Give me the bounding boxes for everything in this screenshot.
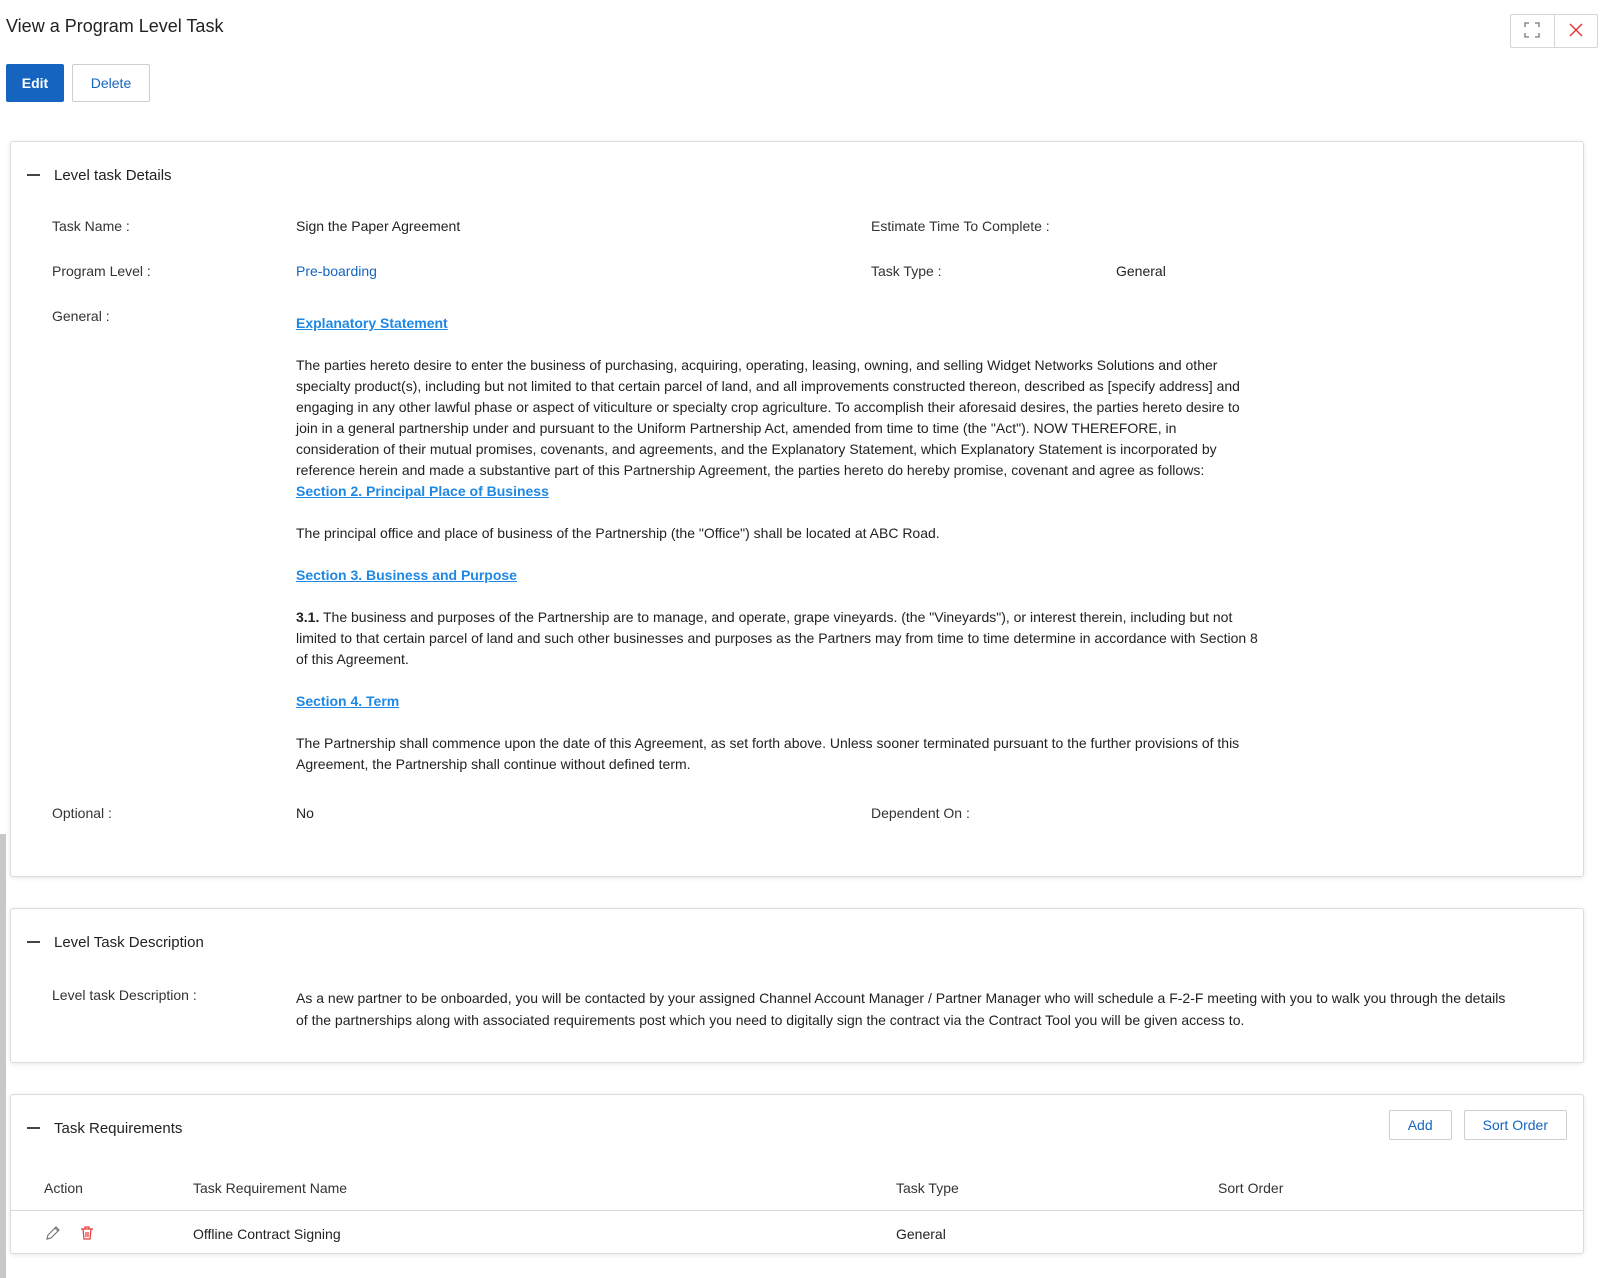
table-header-divider	[11, 1210, 1583, 1211]
general-rich-text	[296, 313, 1258, 775]
level-task-description-header[interactable]	[27, 931, 204, 953]
level-task-details-header[interactable]	[27, 164, 172, 186]
collapse-icon	[27, 1127, 40, 1129]
section-title: Task Requirements	[54, 1119, 183, 1137]
section-4-heading[interactable]: Section 4. Term	[296, 693, 400, 709]
left-scroll-rule	[0, 834, 6, 1278]
edit-button[interactable]: Edit	[6, 64, 64, 102]
requirements-actions	[1389, 1110, 1567, 1140]
task-requirements-card	[10, 1094, 1584, 1254]
explanatory-statement-heading[interactable]: Explanatory Statement	[296, 315, 448, 331]
close-button[interactable]	[1554, 15, 1597, 47]
optional-value: No	[296, 805, 314, 821]
expand-icon	[1524, 22, 1540, 41]
collapse-icon	[27, 174, 40, 176]
explanatory-statement-paragraph: The parties hereto desire to enter the business of purchasing, acquiring, operating, leasing, owning, and selling Widget Networks Solutions and other specialty product(s), including but not limited to that certain parcel of land, and all improvements constructed thereon, described as [specify address] and engaging in any other lawful phase or aspect of viticulture or specialty crop agriculture. To accomplish their aforesaid desires, the parties hereto desire to join in a general partnership under and pursuant to the Uniform Partnership Act, amended from time to time (the "Act"). NOW THEREFORE, in consideration of their mutual promises, covenants, and agreements, and the Explanatory Statement, which Explanatory Statement is incorporated by reference herein and made a substantive part of this Partnership Agreement, the parties hereto do hereby promise, covenant and agree as follows:	[296, 357, 1240, 478]
trash-icon[interactable]	[77, 1223, 97, 1243]
add-requirement-button[interactable]: Add	[1389, 1110, 1452, 1140]
section-4-paragraph: The Partnership shall commence upon the date of this Agreement, as set forth above. Unless sooner terminated pursuant to the further provisions of this Agreement, the Partnership shall continue without defined term.	[296, 735, 1240, 772]
delete-button[interactable]: Delete	[72, 64, 150, 102]
section-3-heading[interactable]: Section 3. Business and Purpose	[296, 567, 517, 583]
task-type-label: Task Type :	[871, 263, 942, 279]
expand-button[interactable]	[1511, 15, 1554, 47]
section-3-paragraph	[296, 607, 1258, 670]
section-title: Level task Details	[54, 166, 172, 184]
section-3-number: 3.1.	[296, 609, 320, 625]
general-label: General :	[52, 308, 110, 324]
program-level-link[interactable]: Pre-boarding	[296, 263, 377, 279]
level-task-details-card	[10, 141, 1584, 877]
task-name-value: Sign the Paper Agreement	[296, 218, 461, 234]
task-name-label: Task Name :	[52, 218, 130, 234]
program-level-label: Program Level :	[52, 263, 151, 279]
window-controls	[1510, 14, 1598, 48]
page-title: View a Program Level Task	[6, 16, 224, 36]
row-actions	[43, 1223, 97, 1243]
section-2-paragraph: The principal office and place of business of the Partnership (the "Office") shall be located at ABC Road.	[296, 525, 940, 541]
collapse-icon	[27, 941, 40, 943]
sort-order-button[interactable]: Sort Order	[1464, 1110, 1567, 1140]
section-2-heading[interactable]: Section 2. Principal Place of Business	[296, 483, 549, 499]
level-task-description-value: As a new partner to be onboarded, you will be contacted by your assigned Channel Account Manager / Partner Manager who will schedule a F-2-F meeting with you to walk you through the details of the partnerships along with associated requirements post which you need to digitally sign the contract via the Contract Tool you will be given access to.	[296, 990, 1506, 1028]
level-task-description-label: Level task Description :	[52, 987, 197, 1003]
optional-label: Optional :	[52, 805, 112, 821]
level-task-description-card	[10, 908, 1584, 1063]
column-header-task-requirement-name[interactable]: Task Requirement Name	[193, 1180, 348, 1196]
task-requirements-header[interactable]	[27, 1117, 182, 1139]
estimate-time-label: Estimate Time To Complete :	[871, 218, 1050, 234]
close-icon	[1568, 22, 1584, 41]
task-requirement-type: General	[896, 1226, 946, 1242]
column-header-sort-order[interactable]: Sort Order	[1218, 1180, 1284, 1196]
task-type-value: General	[1116, 263, 1166, 279]
column-header-task-type[interactable]: Task Type	[896, 1180, 959, 1196]
section-title: Level Task Description	[54, 933, 204, 951]
pencil-icon[interactable]	[43, 1223, 63, 1243]
dependent-on-label: Dependent On :	[871, 805, 970, 821]
column-header-action: Action	[44, 1180, 83, 1196]
task-requirement-name-link[interactable]: Offline Contract Signing	[193, 1226, 341, 1242]
section-3-text: The business and purposes of the Partnership are to manage, and operate, grape vineyards. (the "Vineyards"), or interest therein, including but not limited to that certain parcel of land and such other businesses and purposes as the Partners may from time to time determine in accordance with Section 8 of this Agreement.	[296, 609, 1258, 667]
